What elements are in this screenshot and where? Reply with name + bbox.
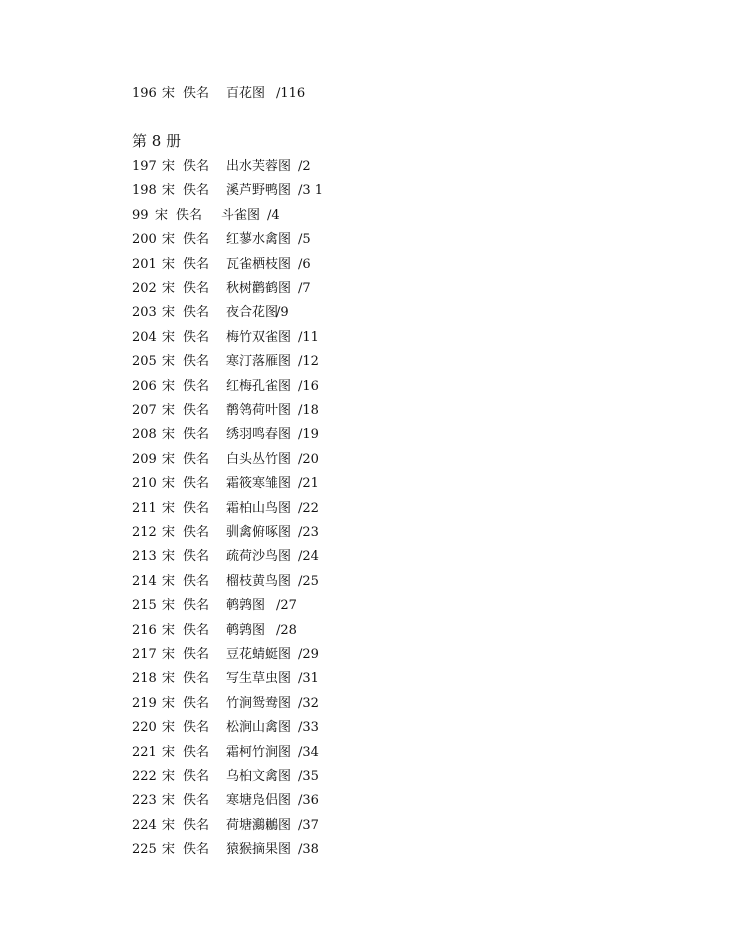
entry-dynasty: 宋	[162, 86, 176, 101]
entry-page: /3 1	[298, 183, 324, 199]
entry-page: /32	[298, 695, 319, 711]
entry-dynasty: 宋	[162, 671, 176, 687]
entry-page: /16	[298, 378, 319, 394]
entry-page: /37	[298, 817, 319, 833]
entry-number: 217	[132, 647, 157, 662]
entry-title: 疏荷沙鸟图	[226, 549, 292, 565]
entry-page: /12	[298, 354, 319, 370]
entry-artist: 佚名	[183, 256, 210, 272]
entry-title: 鹌鹑图	[226, 598, 266, 614]
entry-dynasty: 宋	[162, 500, 176, 516]
entry-artist: 佚名	[183, 159, 210, 174]
entry-dynasty: 宋	[162, 525, 176, 540]
entry-dynasty: 宋	[162, 403, 176, 418]
entry-dynasty: 宋	[162, 256, 176, 272]
entry-artist: 佚名	[183, 769, 210, 784]
entry-number: 219	[132, 695, 157, 711]
entry-artist: 佚名	[183, 842, 210, 858]
entry-artist: 佚名	[183, 573, 210, 589]
entry-title: 鹡鸰荷叶图	[226, 403, 292, 418]
entry-number: 218	[132, 671, 157, 687]
entry-page: /34	[298, 744, 319, 760]
entry-dynasty: 宋	[162, 817, 176, 833]
entry-page: /7	[298, 281, 311, 296]
entry-artist: 佚名	[183, 427, 210, 443]
entry-artist: 佚名	[183, 329, 210, 345]
entry-artist: 佚名	[183, 744, 210, 760]
entry-page: /6	[298, 256, 311, 272]
entry-page: /20	[298, 451, 319, 467]
entry-title: 松涧山禽图	[226, 720, 292, 736]
entry-dynasty: 宋	[162, 769, 176, 784]
entry-title: 秋树鹳鹤图	[226, 281, 292, 296]
entry-page: /11	[298, 329, 319, 345]
entry-number: 211	[132, 500, 157, 516]
entry-dynasty: 宋	[162, 573, 176, 589]
entry-artist: 佚名	[183, 451, 210, 467]
entry-number: 214	[132, 573, 157, 589]
entry-dynasty: 宋	[162, 598, 176, 614]
entry-page: /116	[276, 86, 306, 101]
entry-number: 210	[132, 476, 157, 492]
entry-artist: 佚名	[183, 622, 210, 638]
entry-artist: 佚名	[183, 549, 210, 565]
entry-title: 寒塘凫侣图	[226, 793, 292, 809]
entry-dynasty: 宋	[162, 329, 176, 345]
entry-dynasty: 宋	[162, 842, 176, 858]
entry-page: /22	[298, 500, 319, 516]
entry-page: /9	[276, 305, 289, 321]
entry-artist: 佚名	[183, 817, 210, 833]
entry-title: 百花图	[226, 86, 266, 101]
entry-number: 207	[132, 403, 157, 418]
entry-number: 224	[132, 817, 157, 833]
entry-title: 写生草虫图	[226, 671, 292, 687]
entry-number: 213	[132, 549, 157, 565]
entry-page: /29	[298, 647, 319, 662]
entry-artist: 佚名	[183, 598, 210, 614]
entry-number: 209	[132, 451, 157, 467]
entry-dynasty: 宋	[162, 281, 176, 296]
entry-title: 瓦雀栖枝图	[226, 256, 292, 272]
entry-page: /25	[298, 573, 319, 589]
entry-page: /36	[298, 793, 319, 809]
entry-title: 溪芦野鸭图	[226, 183, 292, 199]
entry-artist: 佚名	[183, 671, 210, 687]
entry-number: 203	[132, 305, 157, 321]
entry-number: 208	[132, 427, 157, 443]
entry-number: 225	[132, 842, 157, 858]
entry-dynasty: 宋	[162, 427, 176, 443]
entry-title: 斗雀图	[221, 207, 261, 223]
entry-number: 222	[132, 769, 157, 784]
entry-number: 215	[132, 598, 157, 614]
entry-dynasty: 宋	[162, 378, 176, 394]
entry-dynasty: 宋	[162, 695, 176, 711]
entry-number: 221	[132, 744, 157, 760]
entry-artist: 佚名	[183, 525, 210, 540]
entry-page: /35	[298, 769, 319, 784]
entry-number: 205	[132, 354, 157, 370]
entry-dynasty: 宋	[162, 622, 176, 638]
entry-number: 223	[132, 793, 157, 809]
entry-page: /31	[298, 671, 319, 687]
entry-number: 220	[132, 720, 157, 736]
entry-dynasty: 宋	[162, 451, 176, 467]
entry-title: 梅竹双雀图	[226, 329, 292, 345]
entry-dynasty: 宋	[162, 232, 176, 248]
entry-title: 驯禽俯啄图	[226, 525, 292, 540]
entry-number: 202	[132, 281, 157, 296]
entry-artist: 佚名	[183, 378, 210, 394]
entry-title: 乌桕文禽图	[226, 769, 292, 784]
entry-artist: 佚名	[183, 354, 210, 370]
entry-page: /2	[298, 159, 311, 174]
entry-artist: 佚名	[183, 281, 210, 296]
entry-title: 夜合花图	[226, 305, 279, 321]
entry-page: /18	[298, 403, 319, 418]
entry-title: 豆花蜻蜓图	[226, 647, 292, 662]
entry-number: 212	[132, 525, 157, 540]
entry-number: 206	[132, 378, 157, 394]
entry-artist: 佚名	[183, 695, 210, 711]
entry-dynasty: 宋	[162, 354, 176, 370]
entry-artist: 佚名	[183, 403, 210, 418]
entry-title: 白头丛竹图	[226, 451, 292, 467]
entry-dynasty: 宋	[162, 647, 176, 662]
entry-artist: 佚名	[183, 232, 210, 248]
entry-number: 204	[132, 329, 157, 345]
entry-title: 霜筱寒雏图	[226, 476, 292, 492]
entry-artist: 佚名	[176, 207, 203, 223]
entry-title: 霜柯竹涧图	[226, 744, 292, 760]
entry-number: 198	[132, 183, 157, 199]
entry-title: 红梅孔雀图	[226, 378, 292, 394]
entry-artist: 佚名	[183, 647, 210, 662]
entry-title: 出水芙蓉图	[226, 159, 292, 174]
entry-title: 榴枝黄鸟图	[226, 573, 292, 589]
entry-title: 绣羽鸣春图	[226, 427, 292, 443]
entry-page: /21	[298, 476, 319, 492]
entry-page: /33	[298, 720, 319, 736]
entry-title: 红蓼水禽图	[226, 232, 292, 248]
entry-page: /27	[276, 598, 297, 614]
entry-page: /38	[298, 842, 319, 858]
entry-number: 99	[132, 207, 149, 223]
entry-artist: 佚名	[183, 305, 210, 321]
entry-number: 196	[132, 86, 157, 101]
entry-title: 霜柏山鸟图	[226, 500, 292, 516]
entry-dynasty: 宋	[162, 159, 176, 174]
entry-title: 猿猴摘果图	[226, 842, 292, 858]
entry-dynasty: 宋	[162, 720, 176, 736]
entry-page: /19	[298, 427, 319, 443]
entry-title: 竹涧鸳鸯图	[226, 695, 292, 711]
entry-title: 荷塘鸂鶒图	[226, 817, 292, 833]
entry-page: /23	[298, 525, 319, 540]
entry-page: /4	[267, 207, 280, 223]
entry-artist: 佚名	[183, 183, 210, 199]
entry-artist: 佚名	[183, 476, 210, 492]
entry-artist: 佚名	[183, 720, 210, 736]
entry-artist: 佚名	[183, 500, 210, 516]
entry-artist: 佚名	[183, 793, 210, 809]
entry-number: 216	[132, 622, 157, 638]
entry-page: /24	[298, 549, 319, 565]
volume-heading: 第 8 册	[132, 132, 182, 150]
entry-dynasty: 宋	[162, 744, 176, 760]
entry-number: 200	[132, 232, 157, 248]
entry-artist: 佚名	[183, 86, 210, 101]
entry-dynasty: 宋	[155, 207, 169, 223]
entry-dynasty: 宋	[162, 793, 176, 809]
entry-dynasty: 宋	[162, 549, 176, 565]
entry-number: 201	[132, 256, 157, 272]
entry-title: 寒汀落雁图	[226, 354, 292, 370]
entry-page: /5	[298, 232, 311, 248]
entry-title: 鹌鹑图	[226, 622, 266, 638]
entry-dynasty: 宋	[162, 476, 176, 492]
entry-dynasty: 宋	[162, 183, 176, 199]
entry-number: 197	[132, 159, 157, 174]
entry-page: /28	[276, 622, 297, 638]
entry-dynasty: 宋	[162, 305, 176, 321]
